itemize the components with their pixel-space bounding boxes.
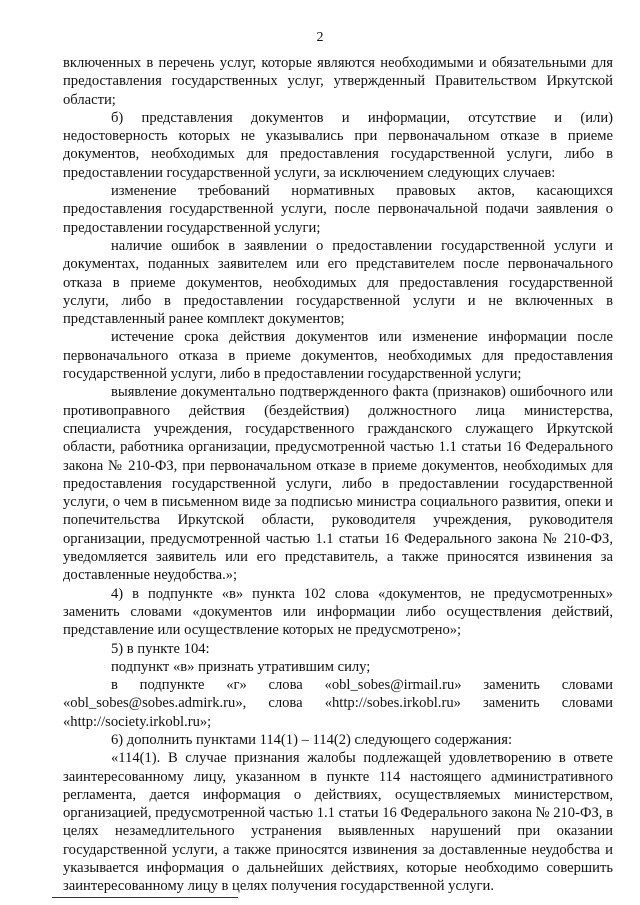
paragraph: 5) в пункте 104: xyxy=(111,640,210,657)
paragraph: подпункт «в» признать утратившим силу; xyxy=(111,658,371,675)
paragraph: 6) дополнить пунктами 114(1) – 114(2) следующего содержания: xyxy=(111,731,512,748)
paragraph: б) представления документов и информации, отсутствие и (или) недостоверность которых не указывались при первоначальном отказе в приеме документов, необходимых для предоставления государственной услуги, либо в предоставлении государственной услуги, за исключением следующих случаев: xyxy=(63,109,613,181)
paragraph: в подпункте «г» слова «obl_sobes@irmail.ru» заменить словами «obl_sobes@sobes.admirk.ru», слова «http://sobes.irkobl.ru» заменить словами «http://society.irkobl.ru»; xyxy=(63,677,613,730)
paragraph: изменение требований нормативных правовых актов, касающихся предоставления государственной услуги, после первоначальной подачи заявления о предоставлении государственной услуги; xyxy=(63,183,613,236)
paragraph: 4) в подпункте «в» пункта 102 слова «документов, не предусмотренных» заменить словами «документов или информации либо осуществления действий, представление или осуществление которых не предусмотрено»; xyxy=(63,585,613,639)
document-body xyxy=(63,54,613,896)
paragraph: включенных в перечень услуг, которые являются необходимыми и обязательными для предоставления государственных услуг, утвержденный Правительством Иркутской области; xyxy=(63,55,613,108)
paragraph: выявление документально подтвержденного факта (признаков) ошибочного или противоправного действия (бездействия) должностного лица министерства, специалиста учреждения, государственного гражданского служащего Иркутской области, работника организации, предусмотренной частью 1.1 статьи 16 Федерального закона № 210-ФЗ, при первоначальном отказе в приеме документов, необходимых для предоставления государственной услуги, либо в предоставлении государственной услуги, о чем в письменном виде за подписью министра социального развития, опеки и попечительства Иркутской области, руководителя учреждения, руководителя организации, предусмотренной частью 1.1 статьи 16 Федерального закона № 210-ФЗ, уведомляется заявитель или его представитель, а также приносятся извинения за доставленные неудобства.»; xyxy=(63,384,613,584)
paragraph: «114(1). В случае признания жалобы подлежащей удовлетворению в ответе заинтересованному лицу, указанном в пункте 114 настоящего административного регламента, дается информация о действиях, осуществляемых министерством, организацией, предусмотренной частью 1.1 статьи 16 Федерального закона № 210-ФЗ, в целях незамедлительного устранения выявленных нарушений при оказании государственной услуги, а также приносятся извинения за доставленные неудобства и указывается информация о дальнейших действиях, которые необходимо совершить заинтересованному лицу в целях получения государственной услуги. xyxy=(63,750,613,895)
paragraph: наличие ошибок в заявлении о предоставлении государственной услуги и документах, поданных заявителем или его представителем после первоначального отказа в приеме документов, необходимых для предоставления государственной услуги, либо в предоставлении государственной услуги и не включенных в представленный ранее комплект документов; xyxy=(63,237,613,328)
page-number: 2 xyxy=(316,30,324,45)
footnote-divider xyxy=(52,897,238,898)
paragraph: истечение срока действия документов или изменение информации после первоначального отказа в приеме документов, необходимых для предоставления государственной услуги, либо в предоставлении государственной услуги; xyxy=(63,329,613,383)
